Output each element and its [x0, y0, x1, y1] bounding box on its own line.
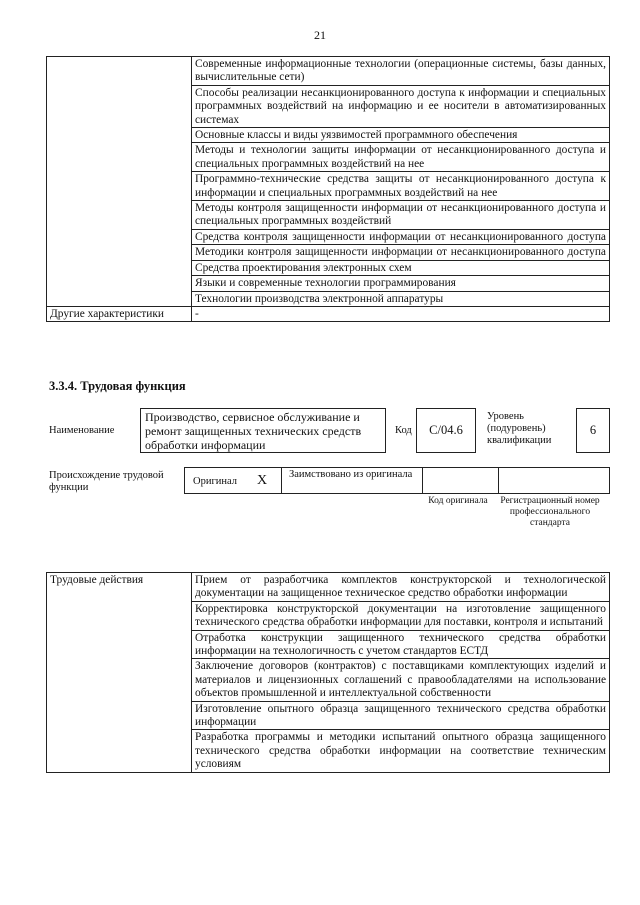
borrowed-label: Заимствовано из оригинала — [289, 469, 413, 480]
labor-actions-label: Трудовые действия — [47, 573, 192, 773]
other-characteristics-label: Другие характеристики — [47, 306, 192, 321]
labor-action-item: Изготовление опытного образца защищенного технического средства обработки информации — [192, 701, 610, 730]
divider — [281, 467, 282, 494]
knowledge-item: Средства контроля защищенности информации от несанкционированного доступа — [192, 229, 610, 244]
page-number: 21 — [314, 28, 326, 42]
code-label: Код — [395, 425, 412, 436]
original-mark: X — [257, 473, 268, 488]
knowledge-item: Языки и современные технологии программирования — [192, 276, 610, 291]
labor-action-item: Разработка программы и методики испытаний опытного образца защищенного технического средства обработки информации на соответствие техническим условиям — [192, 730, 610, 772]
table-row — [47, 57, 610, 86]
knowledge-item: Программно-технические средства защиты от несанкционированного доступа к информации и специальных программных воздействий на нее — [192, 172, 610, 201]
code-box: С/04.6 — [416, 408, 476, 453]
labor-action-item: Отработка конструкции защищенного технического средства обработки информации на технологичность с учетом стандартов ЕСТД — [192, 630, 610, 659]
labor-action-item: Корректировка конструкторской документации на изготовление защищенного технического средства обработки информации для поставки, контроля и испытаний — [192, 601, 610, 630]
table-row — [47, 573, 610, 602]
section-title: 3.3.4. Трудовая функция — [49, 379, 186, 393]
empty-label-cell — [47, 57, 192, 307]
function-name-box: Производство, сервисное обслуживание и ремонт защищенных технических средств обработки информации — [140, 408, 386, 453]
knowledge-item: Методики контроля защищенности информации от несанкционированного доступа — [192, 245, 610, 260]
knowledge-item: Методы и технологии защиты информации от несанкционированного доступа и специальных программных воздействий на нее — [192, 143, 610, 172]
divider — [422, 467, 423, 494]
labor-action-item: Прием от разработчика комплектов конструкторской и технологической документации на защищенное техническое средство обработки информации — [192, 573, 610, 602]
other-characteristics-value: - — [192, 306, 610, 321]
labor-actions-table — [46, 572, 610, 773]
knowledge-table — [46, 56, 610, 322]
knowledge-item: Технологии производства электронной аппаратуры — [192, 291, 610, 306]
knowledge-item: Основные классы и виды уязвимостей программного обеспечения — [192, 128, 610, 143]
original-label: Оригинал — [193, 476, 237, 487]
divider — [498, 467, 499, 494]
knowledge-item: Средства проектирования электронных схем — [192, 260, 610, 275]
labor-action-item: Заключение договоров (контрактов) с поставщиками комплектующих изделий и материалов и лицензионных соглашений с правообладателями на использование объектов промышленной и интеллектуальной собственности — [192, 659, 610, 701]
knowledge-item: Способы реализации несанкционированного доступа к информации и специальных программных воздействий на информацию и ее носители в автоматизированных системах — [192, 85, 610, 127]
origin-row-box — [184, 467, 610, 494]
table-row — [47, 306, 610, 321]
code-original-caption: Код оригинала — [428, 496, 488, 506]
knowledge-item: Методы контроля защищенности информации от несанкционированного доступа и специальных программных воздействий — [192, 201, 610, 230]
knowledge-item: Современные информационные технологии (операционные системы, базы данных, вычислительные сети) — [192, 57, 610, 86]
level-box: 6 — [576, 408, 610, 453]
registration-number-caption: Регистрационный номер профессионального стандарта — [500, 496, 600, 528]
name-label: Наименование — [49, 425, 115, 436]
level-label: Уровень (подуровень) квалификации — [487, 411, 552, 446]
origin-label: Происхождение трудовой функции — [49, 470, 164, 493]
